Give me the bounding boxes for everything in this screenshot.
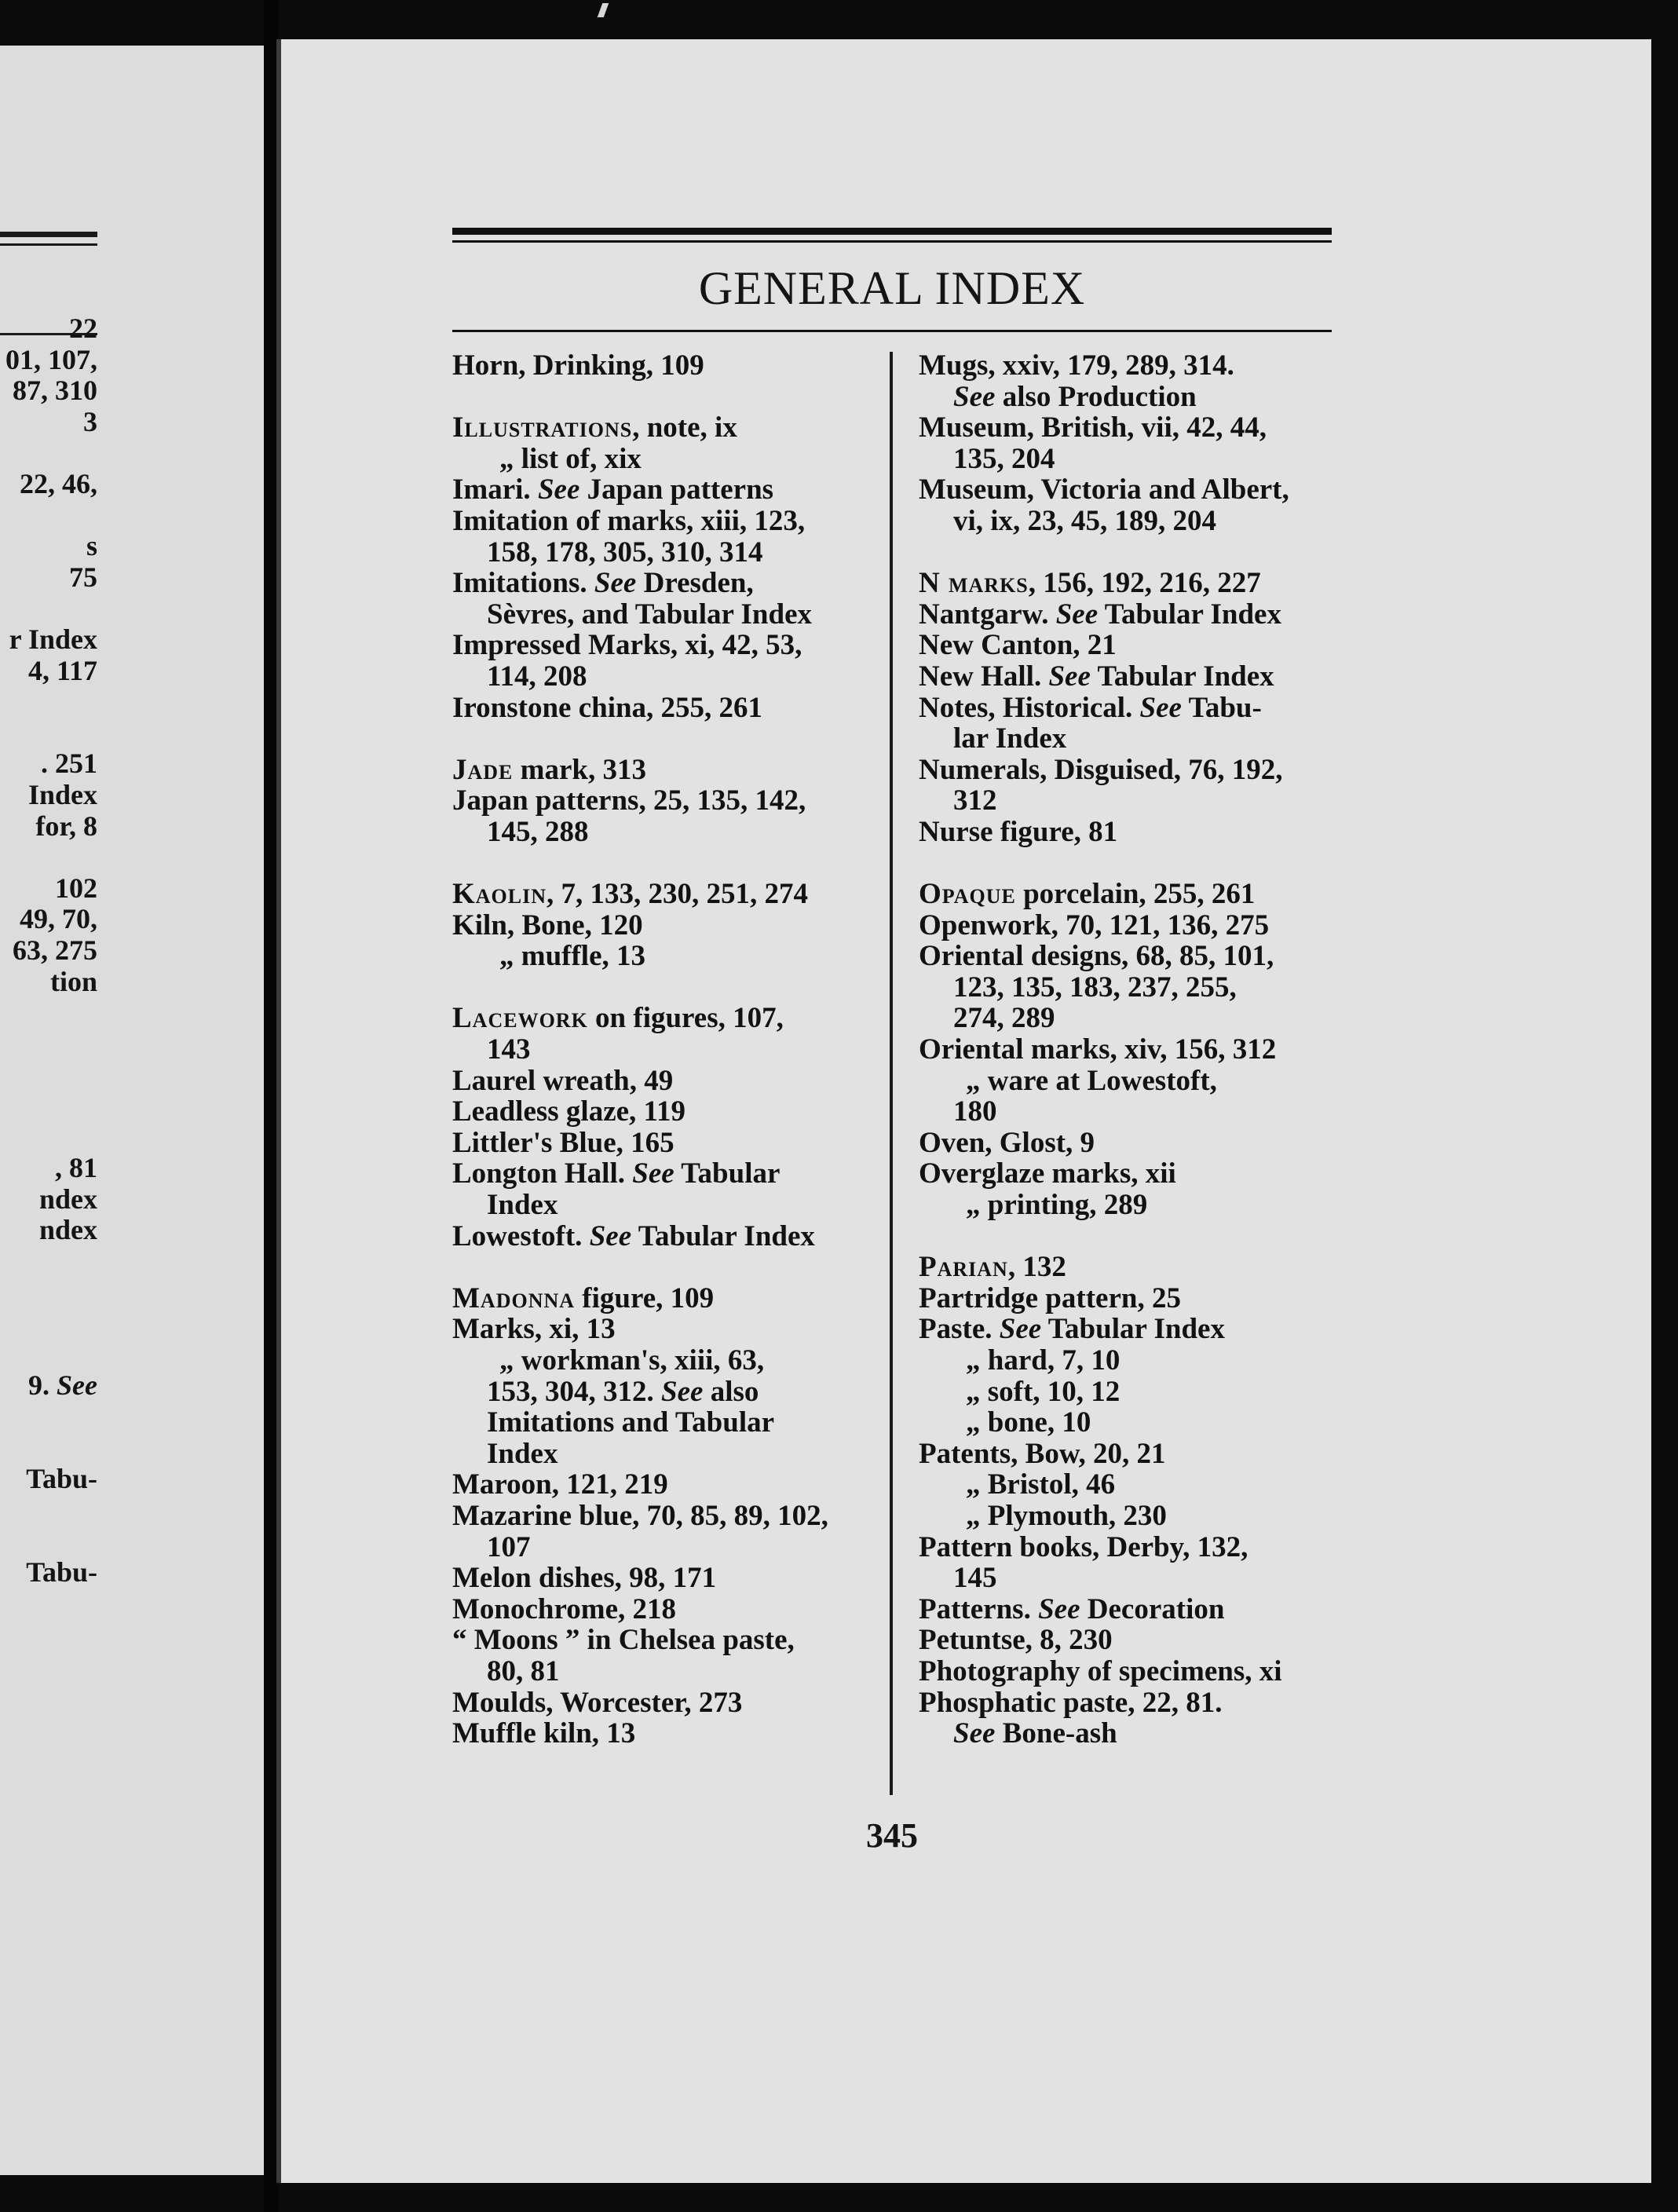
index-entry: Oven, Glost, 9 — [919, 1126, 1095, 1159]
entry-gap — [452, 1252, 876, 1283]
index-entry: Patents, Bow, 20, 21 — [919, 1437, 1166, 1470]
header-rule-thin — [452, 240, 1332, 243]
index-entry: Opaque porcelain, 255, 261 — [919, 878, 1256, 911]
fragment-line: 22 — [69, 313, 97, 344]
fragment-line: Index — [27, 779, 97, 810]
fragment-line: 01, 107, — [5, 343, 97, 375]
index-entry: Illustrations, note, ix „ list of, xix — [452, 411, 737, 475]
index-entry: Lowestoft. See Tabular Index — [452, 1219, 815, 1252]
entry-gap — [452, 382, 876, 413]
index-entry: Marks, xi, 13 — [452, 1313, 616, 1346]
index-entry: Partridge pattern, 25 — [919, 1281, 1181, 1314]
index-entry: Petuntse, 8, 230 — [919, 1624, 1113, 1657]
previous-page-text — [0, 46, 262, 2120]
fragment-line: 22, 46, — [20, 468, 97, 499]
entry-gap — [452, 723, 876, 755]
index-entry: Melon dishes, 98, 171 — [452, 1562, 717, 1595]
index-entry: Numerals, Disguised, 76, 192, 312 — [919, 753, 1283, 817]
index-entry: Museum, Victoria and Albert, vi, ix, 23, 45, 189, 204 — [919, 473, 1289, 537]
fragment-line: for, 8 — [35, 810, 97, 842]
index-entry: Kaolin, 7, 133, 230, 251, 274 — [452, 878, 809, 911]
fragment-line: 3 — [83, 405, 97, 437]
entry-gap — [452, 848, 876, 879]
index-entry: „ muffle, 13 — [499, 940, 645, 973]
index-entry: Oriental marks, xiv, 156, 312 — [919, 1033, 1277, 1066]
fragment-line: Tabu- — [26, 1463, 97, 1495]
page-title: GENERAL INDEX — [698, 262, 1086, 314]
index-entry: Longton Hall. See Tabular Index — [452, 1157, 781, 1222]
fragment-line: 75 — [69, 561, 97, 593]
index-entry: Oriental designs, 68, 85, 101, 123, 135, 183, 237, 255, 274, 289 — [919, 940, 1274, 1035]
index-entry: New Hall. See Tabular Index — [919, 660, 1274, 693]
header-rule — [452, 228, 1332, 235]
index-entry: „ ware at Lowestoft, 180 — [953, 1064, 1217, 1128]
index-entry: Jade mark, 313 — [452, 753, 646, 786]
previous-page-fragment — [0, 46, 264, 2175]
column-divider — [890, 352, 893, 1795]
index-entry: „ soft, 10, 12 — [966, 1375, 1120, 1408]
index-entry: Littler's Blue, 165 — [452, 1126, 674, 1159]
index-entry: New Canton, 21 — [919, 629, 1117, 662]
entry-gap — [919, 537, 1333, 569]
index-entry: Museum, British, vii, 42, 44, 135, 204 — [919, 411, 1267, 475]
index-entry: Kiln, Bone, 120 — [452, 909, 643, 941]
index-entry: Imari. See Japan patterns — [452, 473, 774, 506]
scan-mark — [598, 3, 609, 17]
index-entry: Imitation of marks, xiii, 123, 158, 178, 305, 310, 314 — [452, 504, 806, 569]
index-entry: Phosphatic paste, 22, 81. See Bone-ash — [919, 1686, 1223, 1750]
index-entry: Mazarine blue, 70, 85, 89, 102, 107 — [452, 1499, 828, 1563]
fragment-line: . 251 — [41, 748, 97, 780]
index-entry: „ workman's, xiii, 63, 153, 304, 312. See also Imitations and Tabular Index — [487, 1344, 775, 1470]
index-entry: Leadless glaze, 119 — [452, 1095, 686, 1128]
fragment-line: tion — [49, 965, 97, 997]
index-entry: „ hard, 7, 10 — [966, 1344, 1120, 1377]
index-entry: Impressed Marks, xi, 42, 53, 114, 208 — [452, 629, 802, 693]
index-entry: Monochrome, 218 — [452, 1592, 676, 1625]
index-entry: Parian, 132 — [919, 1251, 1066, 1284]
index-entry: “ Moons ” in Chelsea paste, 80, 81 — [452, 1624, 795, 1687]
index-entry: „ bone, 10 — [966, 1406, 1091, 1439]
index-entry: Japan patterns, 25, 135, 142, 145, 288 — [452, 784, 806, 848]
entry-gap — [452, 972, 876, 1004]
fragment-line: 102 — [55, 872, 97, 904]
index-entry: N marks, 156, 192, 216, 227 — [919, 567, 1261, 600]
index-entry: Pattern books, Derby, 132, 145 — [919, 1530, 1248, 1595]
index-entry: Patterns. See Decoration — [919, 1592, 1225, 1625]
fragment-line: 9. See — [28, 1369, 97, 1402]
index-entry: Madonna figure, 109 — [452, 1281, 715, 1314]
index-entry: Mugs, xxiv, 179, 289, 314. See also Production — [919, 349, 1234, 413]
fragment-line: 49, 70, — [20, 903, 97, 935]
index-entry: „ printing, 289 — [966, 1189, 1148, 1222]
index-entry: Horn, Drinking, 109 — [452, 349, 704, 382]
fragment-line: 4, 117 — [27, 654, 97, 686]
fragment-line: 63, 275 — [13, 934, 97, 966]
index-entry: Imitations. See Dresden, Sèvres, and Tabular Index — [452, 567, 813, 631]
page-number: 345 — [866, 1816, 918, 1855]
index-entry: Moulds, Worcester, 273 — [452, 1686, 743, 1719]
index-entry: Overglaze marks, xii — [919, 1157, 1176, 1190]
entry-gap — [919, 848, 1333, 879]
fragment-line: 87, 310 — [13, 375, 97, 407]
index-entry: Maroon, 121, 219 — [452, 1468, 668, 1501]
index-entry: Notes, Historical. See Tabu- lar Index — [919, 691, 1262, 755]
entry-gap — [919, 1221, 1333, 1252]
fragment-line: s — [86, 530, 97, 562]
fragment-line: ndex — [38, 1183, 97, 1215]
index-entry: Nurse figure, 81 — [919, 815, 1118, 848]
index-entry: Nantgarw. See Tabular Index — [919, 598, 1281, 631]
index-entry: „ Plymouth, 230 — [966, 1499, 1167, 1532]
index-entry: Openwork, 70, 121, 136, 275 — [919, 909, 1270, 941]
fragment-line: Tabu- — [26, 1556, 97, 1588]
title-rule — [452, 330, 1332, 332]
index-entry: Muffle kiln, 13 — [452, 1717, 636, 1750]
index-entry: Lacework on figures, 107, 143 — [452, 1002, 784, 1066]
fragment-line: r Index — [9, 623, 97, 655]
fragment-line: ndex — [38, 1214, 97, 1246]
index-column-left — [452, 350, 876, 1749]
index-entry: „ Bristol, 46 — [966, 1468, 1116, 1501]
index-entry: Photography of specimens, xi — [919, 1654, 1282, 1687]
index-entry: Laurel wreath, 49 — [452, 1064, 674, 1097]
index-entry: Paste. See Tabular Index — [919, 1313, 1225, 1346]
index-entry: Ironstone china, 255, 261 — [452, 691, 763, 724]
index-column-right — [919, 350, 1333, 1749]
index-page — [276, 39, 1651, 2183]
fragment-line: , 81 — [55, 1152, 97, 1184]
